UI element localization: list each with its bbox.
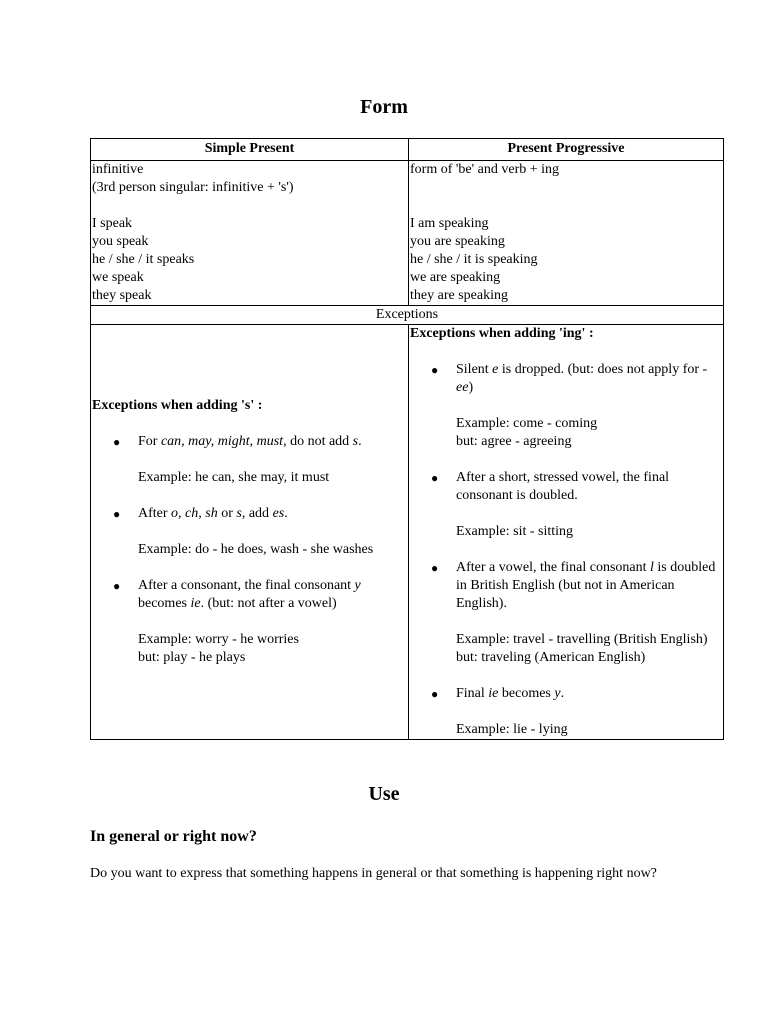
form-heading: Form <box>360 96 408 118</box>
example-text: Example: come - coming <box>456 416 598 431</box>
example-text: Example: worry - he worries <box>138 632 299 647</box>
grammar-table <box>90 138 724 740</box>
header-simple-present: Simple Present <box>91 139 409 161</box>
pp-form: you are speaking <box>410 234 505 249</box>
sp-form: he / she / it speaks <box>92 252 195 267</box>
list-item: ● Silent e is dropped. (but: does not apply for -ee) <box>431 362 708 395</box>
sp-form: you speak <box>92 234 149 249</box>
simple-present-forms <box>91 161 409 306</box>
pp-form: he / she / it is speaking <box>410 252 538 267</box>
pp-form: we are speaking <box>410 270 501 285</box>
form-row <box>91 161 724 306</box>
exceptions-header-row <box>91 306 724 325</box>
bullet-icon: ● <box>113 435 121 449</box>
example-text: Example: do - he does, wash - she washes <box>138 542 374 557</box>
example-text: Example: sit - sitting <box>456 524 574 539</box>
present-progressive-forms <box>409 161 724 306</box>
list-item: ● For can, may, might, must, do not add s. <box>113 434 362 449</box>
header-present-progressive: Present Progressive <box>409 139 724 161</box>
pp-form-rule: form of 'be' and verb + ing <box>410 162 560 177</box>
ing-exceptions-list <box>410 361 722 739</box>
list-item: ● After a short, stressed vowel, the final consonant is doubled. <box>431 470 670 503</box>
bullet-icon: ● <box>431 363 439 377</box>
sp-form: they speak <box>92 288 152 303</box>
pp-form: I am speaking <box>410 216 489 231</box>
bullet-icon: ● <box>113 507 121 521</box>
ing-exceptions-cell <box>409 325 724 740</box>
example-text: Example: travel - travelling (British English) <box>456 632 708 647</box>
ing-exceptions-title: Exceptions when adding 'ing' : <box>410 326 594 341</box>
example-text: but: agree - agreeing <box>456 434 572 449</box>
use-heading: Use <box>368 783 400 805</box>
exceptions-row <box>91 325 724 740</box>
list-item: ● Final ie becomes y. <box>431 686 565 701</box>
s-exceptions-cell <box>91 325 409 740</box>
example-text: but: traveling (American English) <box>456 650 646 665</box>
sp-infinitive: infinitive <box>92 162 144 177</box>
list-item: ● After o, ch, sh or s, add es. <box>113 506 288 521</box>
s-exceptions-list <box>92 433 407 667</box>
list-item: ● After a consonant, the final consonant y becomes ie. (but: not after a vowel) <box>113 578 361 611</box>
sp-form: I speak <box>92 216 133 231</box>
pp-form: they are speaking <box>410 288 508 303</box>
use-subheading: In general or right now? <box>90 828 257 845</box>
example-text: Example: he can, she may, it must <box>138 470 330 485</box>
bullet-icon: ● <box>431 561 439 575</box>
bullet-icon: ● <box>431 687 439 701</box>
example-text: Example: lie - lying <box>456 722 568 737</box>
sp-form: we speak <box>92 270 144 285</box>
bullet-icon: ● <box>431 471 439 485</box>
table-header-row <box>91 139 724 161</box>
sp-third-person: (3rd person singular: infinitive + 's') <box>92 180 294 195</box>
use-paragraph: Do you want to express that something happens in general or that something is happening right now? <box>90 866 657 881</box>
example-text: but: play - he plays <box>138 650 246 665</box>
list-item: ● After a vowel, the final consonant l is doubled in British English (but not in American English). <box>431 560 716 611</box>
s-exceptions-title: Exceptions when adding 's' : <box>92 398 263 413</box>
bullet-icon: ● <box>113 579 121 593</box>
exceptions-heading: Exceptions <box>91 306 724 325</box>
